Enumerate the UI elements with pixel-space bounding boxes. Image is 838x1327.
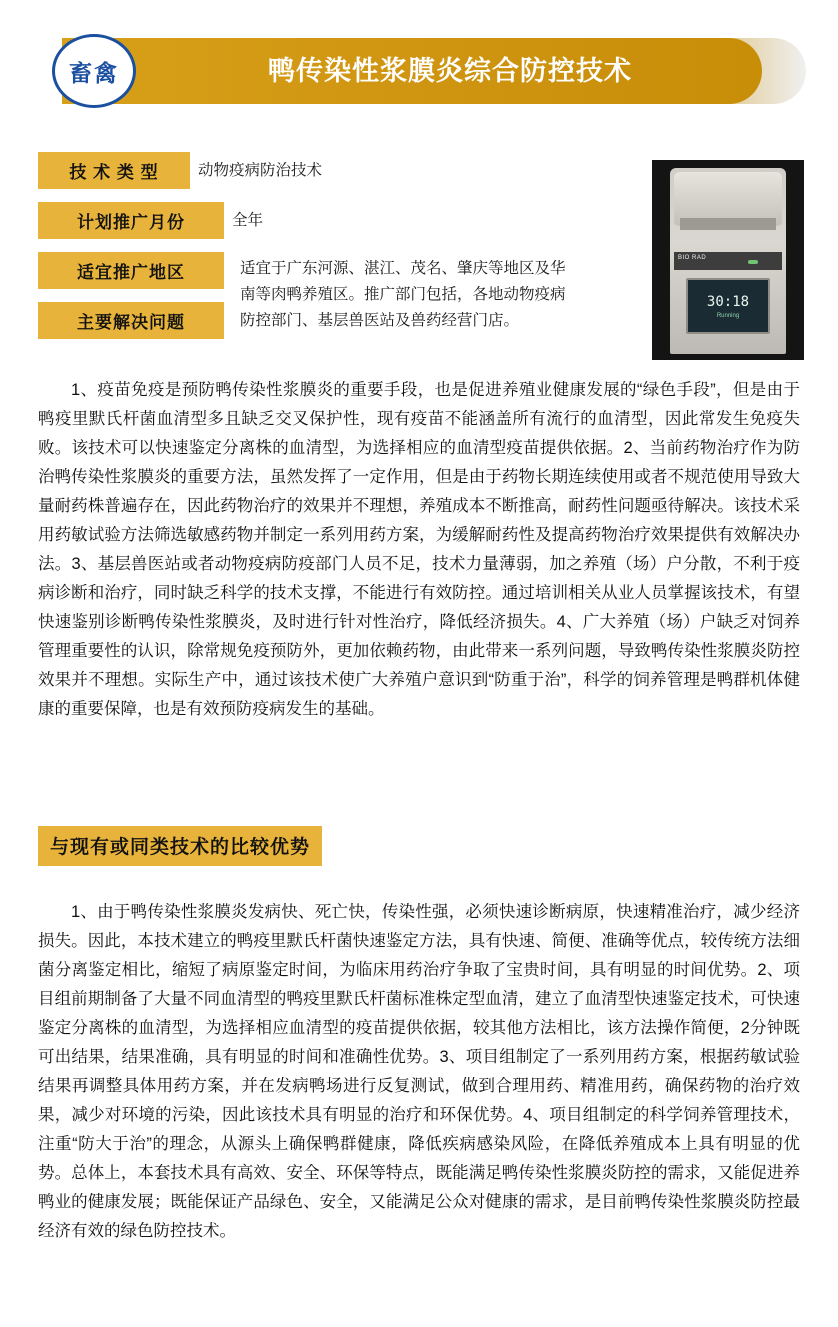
info-label-tech-type: 技 术 类 型 bbox=[38, 152, 190, 189]
info-label-suitable-region: 适宜推广地区 bbox=[38, 252, 224, 289]
info-label-promotion-month: 计划推广月份 bbox=[38, 202, 224, 239]
info-value-tech-type: 动物疫病防治技术 bbox=[198, 162, 323, 179]
info-row bbox=[38, 202, 224, 239]
photo-device-screen bbox=[686, 278, 770, 334]
info-row bbox=[38, 252, 224, 289]
photo-brand-label: BIO RAD bbox=[678, 255, 707, 261]
pcr-instrument-photo bbox=[652, 160, 804, 360]
photo-screen-status: Running bbox=[716, 313, 740, 319]
body-paragraph-2 bbox=[38, 898, 800, 1246]
info-value-suitable-region: 适宜于广东河源、湛江、茂名、肇庆等地区及华南等肉鸭养殖区。推广部门包括，各地动物疫病防控部门、基层兽医站及兽药经营门店。 bbox=[240, 260, 566, 329]
photo-brand-bar bbox=[674, 252, 782, 270]
info-row bbox=[38, 152, 190, 189]
body-paragraph-1-text: 1、疫苗免疫是预防鸭传染性浆膜炎的重要手段，也是促进养殖业健康发展的“绿色手段”，但是由于鸭疫里默氏杆菌血清型多且缺乏交叉保护性，现有疫苗不能涵盖所有流行的血清型，因此常发生免疫失败。该技术可以快速鉴定分离株的血清型，为选择相应的血清型疫苗提供依据。2、当前药物治疗作为防治鸭传染性浆膜炎的重要方法，虽然发挥了一定作用，但是由于药物长期连续使用或者不规范使用导致大量耐药株普遍存在，因此药物治疗的效果并不理想，养殖成本不断推高，耐药性问题亟待解决。该技术采用药敏试验方法筛选敏感药物并制定一系列用药方案，为缓解耐药性及提高药物治疗效果提供有效解决办法。3、基层兽医站或者动物疫病防疫部门人员不足，技术力量薄弱，加之养殖（场）户分散，不利于疫病诊断和治疗，同时缺乏科学的技术支撑，不能进行有效防控。通过培训相关从业人员掌握该技术，有望快速鉴别诊断鸭传染性浆膜炎，及时进行针对性治疗，降低经济损失。4、广大养殖（场）户缺乏对饲养管理重要性的认识，除常规免疫预防外，更加依赖药物，由此带来一系列问题，导致鸭传染性浆膜炎防控效果并不理想。实际生产中，通过该技术使广大养殖户意识到“防重于治”，科学的饲养管理是鸭群机体健康的重要保障，也是有效预防疫病发生的基础。 bbox=[38, 381, 800, 718]
body-paragraph-2-text: 1、由于鸭传染性浆膜炎发病快、死亡快，传染性强，必须快速诊断病原，快速精准治疗，减少经济损失。因此，本技术建立的鸭疫里默氏杆菌快速鉴定方法，具有快速、简便、准确等优点，较传统方法细菌分离鉴定相比，缩短了病原鉴定时间，为临床用药治疗争取了宝贵时间，具有明显的时间优势。2、项目组前期制备了大量不同血清型的鸭疫里默氏杆菌标准株定型血清，建立了血清型快速鉴定技术，可快速鉴定分离株的血清型，为选择相应血清型的疫苗提供依据，较其他方法相比，该方法操作简便，2分钟既可出结果，结果准确，具有明显的时间和准确性优势。3、项目组制定了一系列用药方案，根据药敏试验结果再调整具体用药方案，并在发病鸭场进行反复测试，做到合理用药、精准用药，确保药物的治疗效果，减少对环境的污染，因此该技术具有明显的治疗和环保优势。4、项目组制定的科学饲养管理技术，注重“防大于治”的理念，从源头上确保鸭群健康，降低疾病感染风险，在降低养殖成本上具有明显的优势。总体上，本套技术具有高效、安全、环保等特点，既能满足鸭传染性浆膜炎防控的需求，又能促进养鸭业的健康发展；既能保证产品绿色、安全，又能满足公众对健康的需求，是目前鸭传染性浆膜炎防控最经济有效的绿色防控技术。 bbox=[38, 903, 800, 1240]
info-value-promotion-month: 全年 bbox=[232, 212, 264, 229]
info-label-main-problem: 主要解决问题 bbox=[38, 302, 224, 339]
category-badge bbox=[52, 34, 136, 108]
body-paragraph-1 bbox=[38, 376, 800, 724]
document-header bbox=[0, 28, 838, 114]
info-row bbox=[38, 302, 224, 339]
section-heading-advantages: 与现有或同类技术的比较优势 bbox=[38, 826, 322, 866]
page-title: 鸭传染性浆膜炎综合防控技术 bbox=[268, 56, 632, 86]
photo-status-led bbox=[748, 260, 758, 264]
category-badge-label: 畜禽 bbox=[69, 59, 119, 86]
photo-screen-timer: 30:18 bbox=[706, 294, 750, 310]
photo-machine-lid-shadow bbox=[680, 218, 776, 230]
